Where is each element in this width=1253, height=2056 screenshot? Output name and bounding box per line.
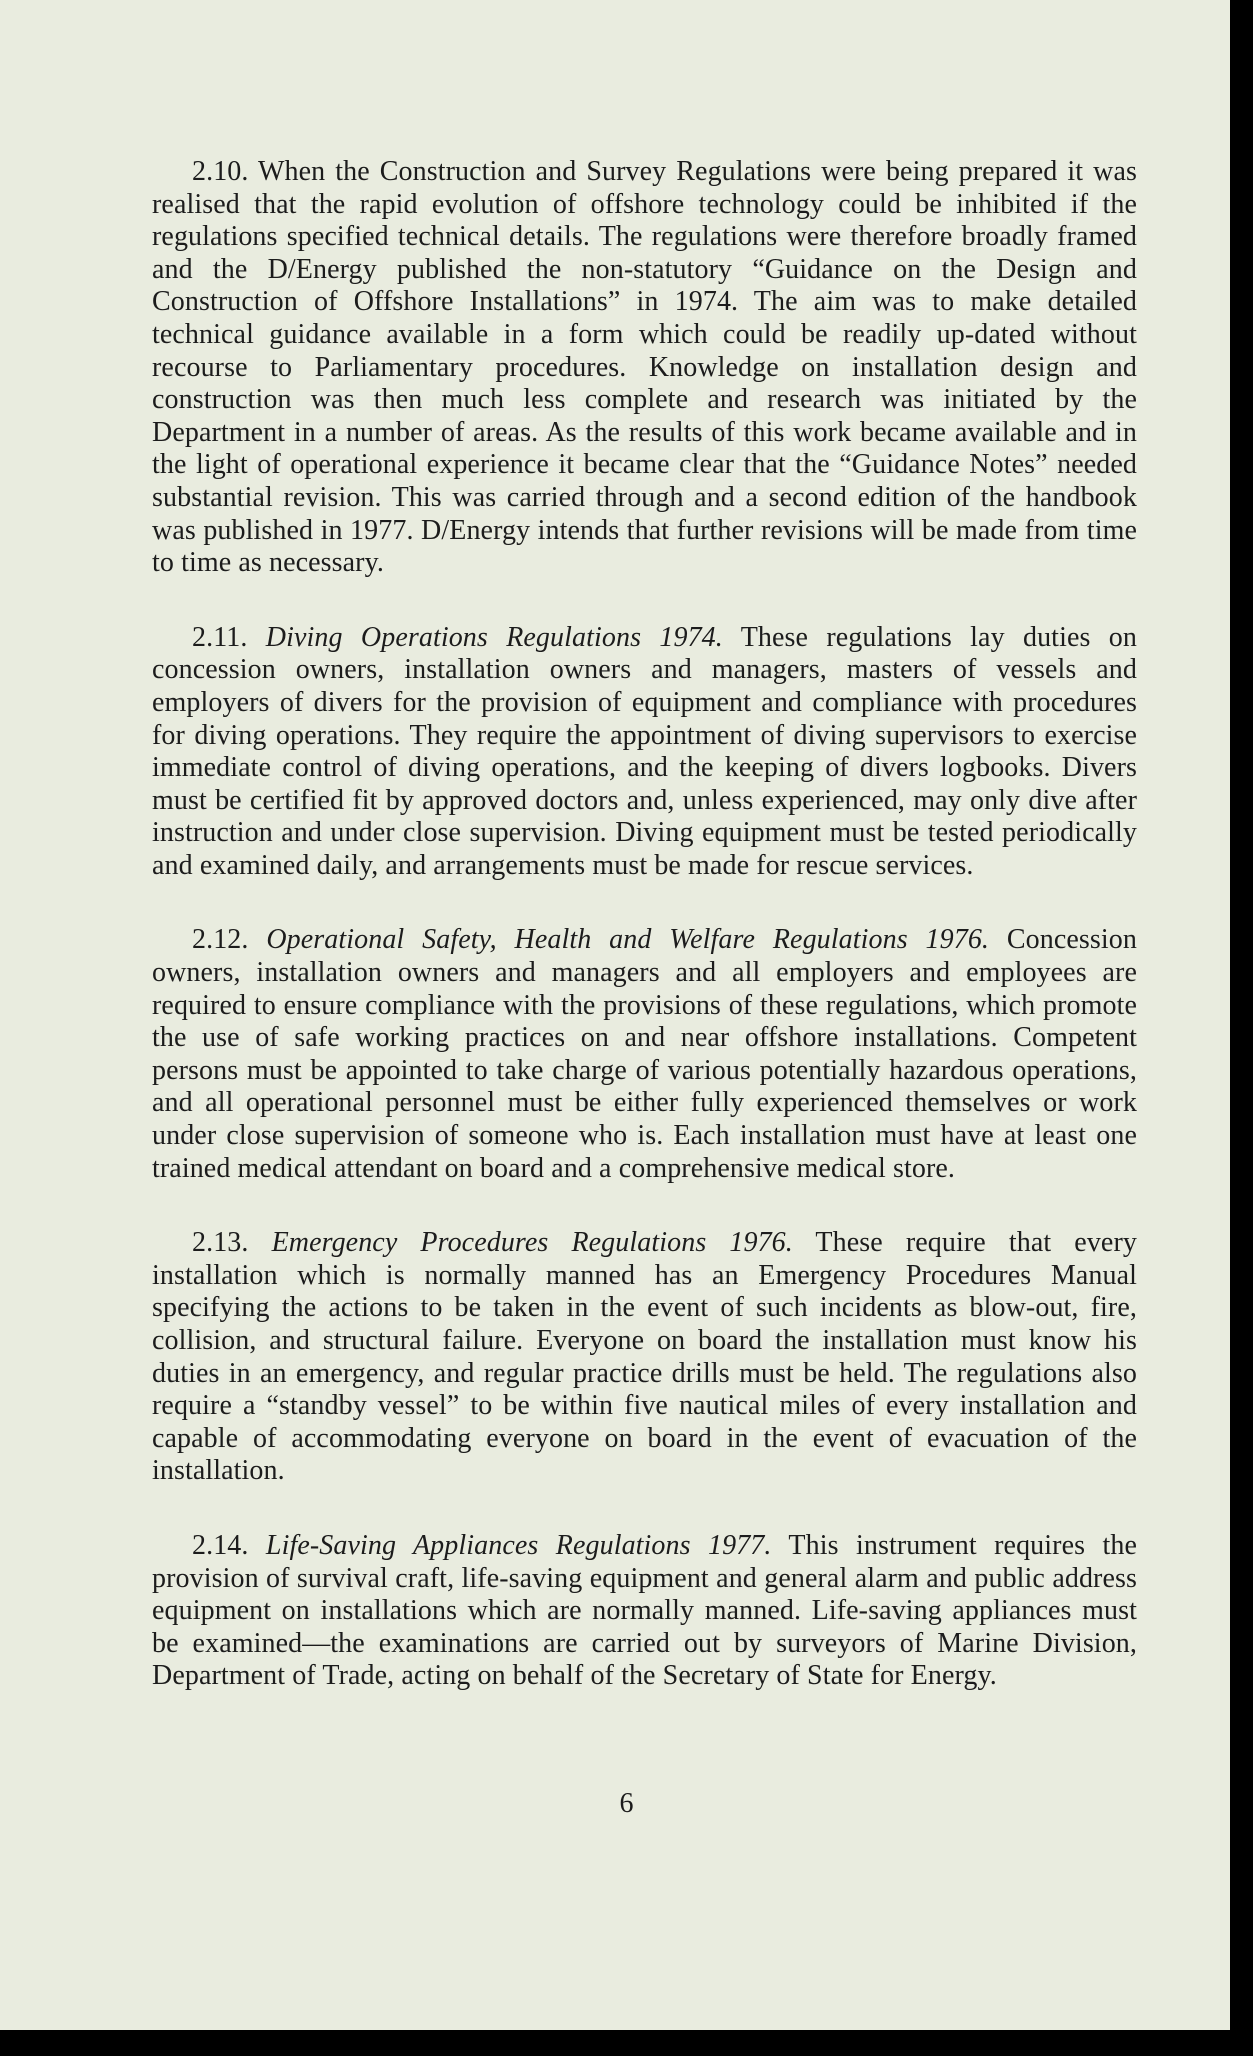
page-number: 6 (0, 1788, 1230, 1820)
paragraph-2-14 (152, 1530, 1137, 1693)
scan-edge-bottom (0, 2030, 1253, 2056)
paragraph-2-10 (152, 156, 1137, 580)
paragraph-number: 2.10. (192, 156, 249, 187)
paragraph-title: Life-Saving Appliances Regulations 1977. (266, 1530, 772, 1561)
paragraph-title: Diving Operations Regulations 1974. (266, 622, 723, 653)
paragraph-text: These require that every installation which is normally manned has an Emergency Procedures Manual specifying the actions to be taken in the event of such incidents as blow-out, fire, collision, and structural failure. Everyone on board the installation must know his duties in an emergency, and regular practice drills must be held. The regulations also require a “standby vessel” to be within five nautical miles of every installation and capable of accommodating everyone on board in the event of evacuation of the installation. (152, 1227, 1137, 1486)
paragraph-text: Concession owners, installation owners and managers and all employers and employees are required to ensure compliance with the provisions of these regulations, which promote the use of safe working practices on and near offshore installations. Competent persons must be appointed to take charge of various potentially hazardous operations, and all operational personnel must be either fully experienced themselves or work under close supervision of someone who is. Each installation must have at least one trained medical attendant on board and a comprehensive medical store. (152, 924, 1137, 1183)
paragraph-2-12 (152, 924, 1137, 1185)
paragraph-2-11 (152, 622, 1137, 883)
scan-edge-right (1230, 0, 1253, 2048)
paragraph-number: 2.13. (192, 1227, 249, 1258)
paragraph-title: Operational Safety, Health and Welfare Regulations 1976. (266, 924, 989, 955)
body-text (152, 156, 1137, 1735)
paragraph-number: 2.12. (192, 924, 249, 955)
paragraph-number: 2.14. (192, 1530, 249, 1561)
paragraph-title: Emergency Procedures Regulations 1976. (272, 1227, 793, 1258)
paragraph-text: These regulations lay duties on concession owners, installation owners and managers, masters of vessels and employers of divers for the provision of equipment and compliance with procedures for diving operations. They require the appointment of diving supervisors to exercise immediate control of diving operations, and the keeping of divers logbooks. Divers must be certified fit by approved doctors and, unless experienced, may only dive after instruction and under close supervision. Diving equipment must be tested periodically and examined daily, and arrangements must be made for rescue services. (152, 622, 1137, 881)
paragraph-2-13 (152, 1227, 1137, 1488)
paragraph-text: This instrument requires the provision of survival craft, life-saving equipment and general alarm and public address equipment on installations which are normally manned. Life-saving appliances must be examined—the examinations are carried out by surveyors of Marine Division, Department of Trade, acting on behalf of the Secretary of State for Energy. (152, 1530, 1137, 1691)
paragraph-number: 2.11. (192, 622, 247, 653)
paragraph-text: When the Construction and Survey Regulations were being prepared it was realised that the rapid evolution of offshore technology could be inhibited if the regulations specified technical details. The regulations were therefore broadly framed and the D/Energy published the non-statutory “Guidance on the Design and Construction of Offshore Installations” in 1974. The aim was to make detailed technical guidance available in a form which could be readily up-dated without recourse to Parliamentary procedures. Knowledge on installation design and construction was then much less complete and research was initiated by the Department in a number of areas. As the results of this work became available and in the light of operational experience it became clear that the “Guidance Notes” needed substantial revision. This was carried through and a second edition of the handbook was published in 1977. D/Energy intends that further revisions will be made from time to time as necessary. (152, 156, 1137, 578)
